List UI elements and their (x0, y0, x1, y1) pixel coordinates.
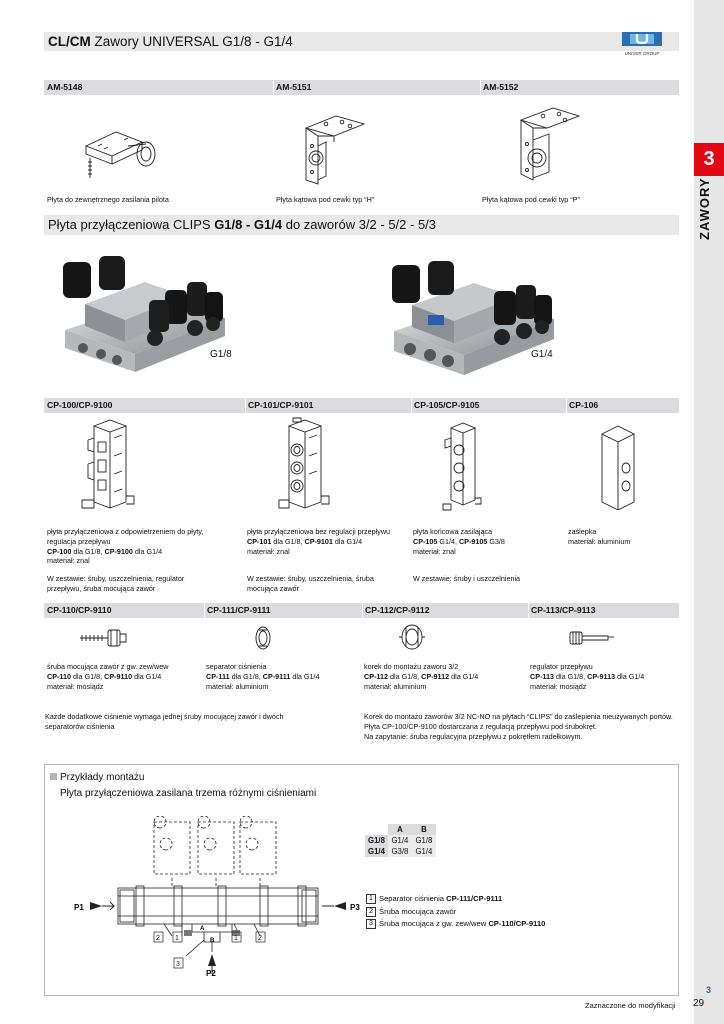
acc-code-1: CP-110/CP-9110 (47, 605, 112, 615)
cp100-description: płyta przyłączeniowa z odpowietrzeniem do płyty, regulacja przepływu CP-100 dla G1/8, CP-9100 dla G1/4 materiał: znal (47, 527, 204, 566)
page-title: Zawory UNIVERSAL G1/8 - G1/4 (90, 34, 293, 49)
plate-am5152-drawing (503, 102, 583, 186)
clips-code-4: CP-106 (569, 400, 599, 410)
legend-item: 3 Śruba mocująca z gw. zew/wew CP-110/CP-9110 (366, 918, 545, 931)
clips-assembly-photo-g18 (55, 248, 230, 372)
cp110-description: śruba mocująca zawór z gw. zew/wew CP-110 dla G1/8, CP-9110 dla G1/4 materiał: mosiądz (47, 662, 169, 691)
plate-code-2: AM-5151 (276, 82, 312, 92)
callout-2-left: 2 (156, 935, 160, 942)
callout-2-right: 2 (258, 935, 262, 942)
cp101-drawing (275, 416, 331, 514)
cp105-description: płyta końcowa zasilająca CP-105 G1/4, CP-9105 G3/8 materiał: znal (413, 527, 505, 556)
cp111-description: separator ciśnienia CP-111 dla G1/8, CP-9111 dla G1/4 materiał: aluminium (206, 662, 320, 691)
clips-code-3: CP-105/CP-9105 (414, 400, 480, 410)
cp106-drawing (596, 424, 638, 510)
brand-logo (622, 32, 662, 56)
cp113-regulator-drawing (568, 630, 616, 646)
port-label-b: B (210, 938, 215, 944)
port-label-p2: P2 (206, 969, 216, 978)
mounting-schematic (74, 816, 364, 978)
clips-code-2: CP-101/CP-9101 (248, 400, 314, 410)
plate-caption-3: Płyta kątowa pod cewki typ “P” (482, 195, 580, 204)
clips-header-bar (44, 398, 679, 413)
clips-code-1: CP-100/CP-9100 (47, 400, 113, 410)
chapter-tab-label: ZAWORY (697, 177, 712, 240)
cp100-drawing (80, 416, 136, 514)
acc-code-4: CP-113/CP-9113 (531, 605, 596, 615)
cp106-description: zaślepka materiał: aluminium (568, 527, 631, 546)
acc-code-2: CP-111/CP-9111 (207, 605, 271, 615)
cp111-separator-drawing (253, 624, 273, 652)
photo-label-g18: G1/8 (210, 349, 232, 360)
legend-item: 2 Śruba mocująca zawór (366, 906, 545, 919)
page-number: 29 (693, 998, 705, 1009)
photo-label-g14: G1/4 (531, 349, 553, 360)
acc-code-3: CP-112/CP-9112 (365, 605, 430, 615)
cp105-kit: W zestawie: śruby i uszczelnienia (413, 574, 521, 583)
table-col-b: B (412, 824, 436, 835)
plate-caption-1: Płyta do zewnętrznego zasilania pilota (47, 195, 169, 204)
footer-chapter: 3 (706, 985, 712, 995)
callout-3: 3 (176, 961, 180, 968)
logo-mark-icon (622, 32, 662, 46)
section-title: Płyta przyłączeniowa CLIPS G1/8 - G1/4 do zaworów 3/2 - 5/2 - 5/3 (44, 215, 679, 235)
plate-am5148-drawing (80, 120, 160, 182)
cp105-drawing (435, 420, 485, 512)
plate-code-3: AM-5152 (483, 82, 519, 92)
bullet-square-icon (50, 773, 57, 780)
legend-item: 1 Separator ciśnienia CP-111/CP-9111 (366, 893, 545, 906)
plate-caption-2: Płyta kątowa pod cewki typ “H” (276, 195, 375, 204)
table-header-row (365, 824, 436, 835)
callout-1-right: 1 (234, 935, 238, 942)
example-heading-1: Przykłady montażu (50, 771, 144, 784)
cp100-kit: W zestawie: śruby, uszczelnienia, regulator przepływu, śruba mocująca zawór (47, 574, 185, 593)
cp101-description: płyta przyłączeniowa bez regulacji przepływu CP-101 dla G1/8, CP-9101 dla G1/4 materiał: znal (247, 527, 391, 556)
table-col-a: A (388, 824, 412, 835)
accessories-note-left: Każde dodatkowe ciśnienie wymaga jednej śruby mocującej zawór i dwóch separatorów ciśnienia (45, 712, 284, 731)
table-row: G1/4 G3/8 G1/4 (365, 846, 436, 857)
page-title-series: CL/CM (48, 34, 91, 49)
port-label-p1: P1 (74, 903, 84, 912)
plate-code-1: AM-5148 (47, 82, 83, 92)
page-title-bar (44, 32, 679, 51)
chapter-tab-number[interactable]: 3 (694, 143, 724, 176)
cp112-description: korek do montażu zaworu 3/2 CP-112 dla G1/8, CP-9112 dla G1/4 materiał: aluminium (364, 662, 479, 691)
accessories-note-right: Korek do montażu zaworów 3/2 NC-NO na płytach “CLIPS” do zaślepienia nieużywanych portów. Płyta CP-100/CP-9100 dostarczana z regulacją przepływu pod śrubokręt. Na zapytanie: śruba regulacyjna przepływu z pokrętłem radełkowym. (364, 712, 673, 741)
accessories-header-bar (44, 603, 679, 618)
diagram-legend (366, 893, 545, 931)
cp112-plug-drawing (398, 622, 426, 652)
port-label-p3: P3 (350, 903, 360, 912)
table-row: G1/8 G1/4 G1/8 (365, 835, 436, 846)
plate-am5151-drawing (296, 110, 368, 186)
thread-size-table (365, 824, 436, 857)
plates-header-bar (44, 80, 679, 95)
callout-1-left: 1 (175, 935, 179, 942)
example-heading-2: Płyta przyłączeniowa zasilana trzema różnymi ciśnieniami (60, 788, 317, 799)
port-label-a: A (200, 926, 205, 932)
footer-note: Zaznaczone do modyfikacji (585, 1001, 676, 1010)
cp110-screw-drawing (78, 626, 128, 650)
logo-text: UNIVER GROUP (624, 51, 660, 56)
cp101-kit: W zestawie: śruby, uszczelnienia, śruba mocująca zawór (247, 574, 374, 593)
cp113-description: regulator przepływu CP-113 dla G1/8, CP-9113 dla G1/4 materiał: mosiądz (530, 662, 645, 691)
